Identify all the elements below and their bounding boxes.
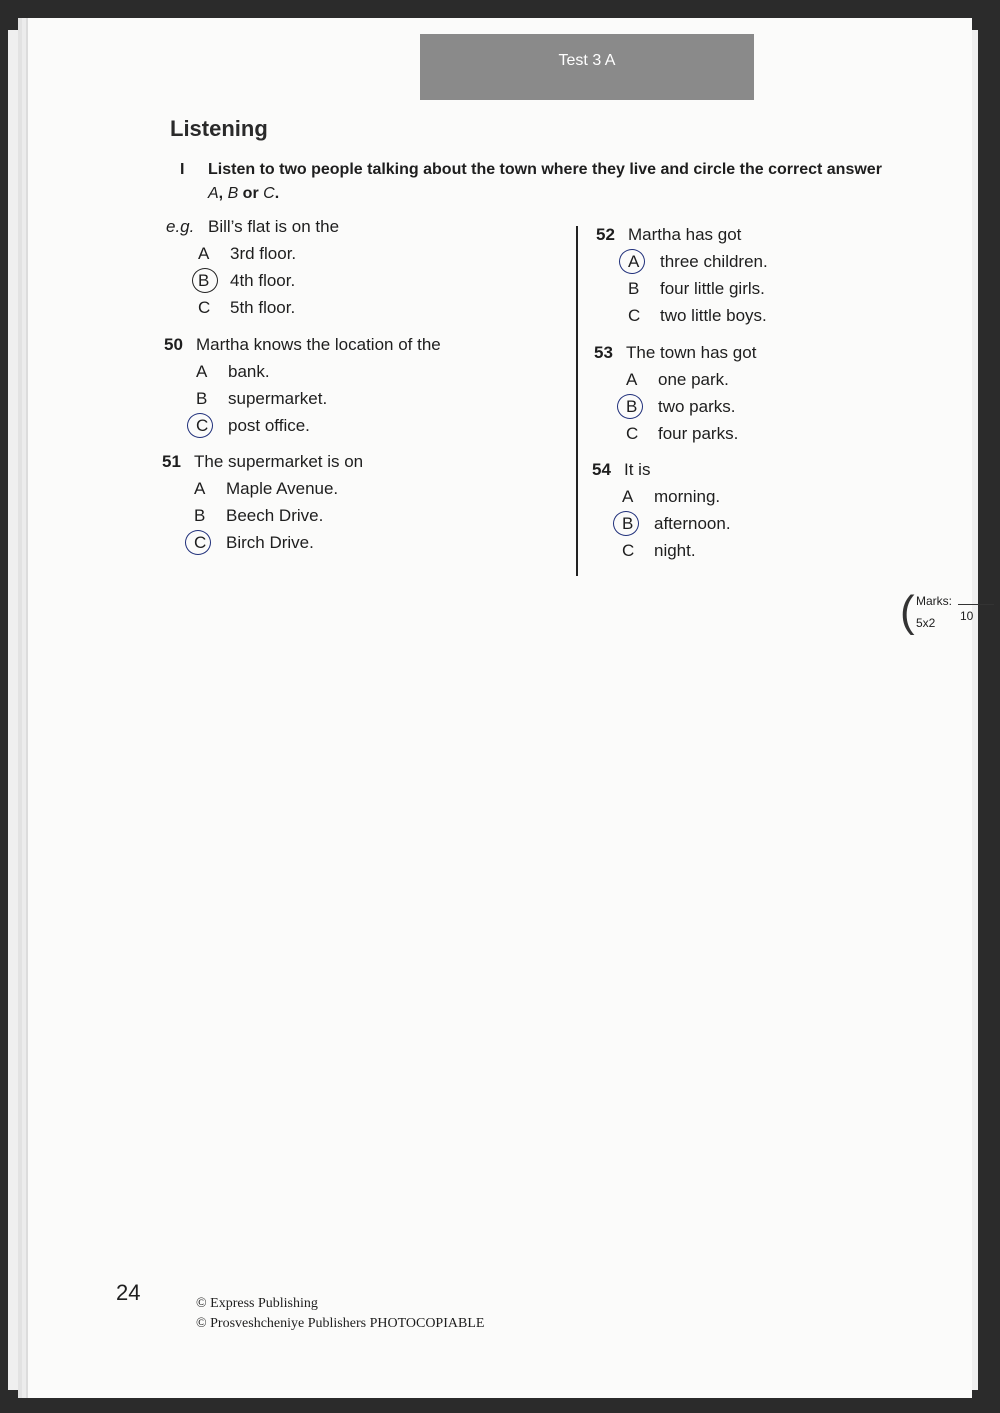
option-letter: B — [196, 389, 208, 408]
instruction-option-c: C — [263, 185, 275, 202]
option-letter: B — [194, 506, 206, 525]
footer-copyright — [196, 1294, 484, 1334]
option-b[interactable] — [596, 275, 768, 302]
option-text: post office. — [228, 416, 310, 435]
test-header-bar — [420, 34, 754, 100]
section-title: Listening — [170, 116, 268, 141]
answer-circle — [619, 249, 645, 274]
option-c[interactable] — [594, 420, 756, 447]
question-stem: The supermarket is on — [194, 452, 364, 471]
instruction-option-b: B — [227, 185, 239, 202]
footer-line-2: © Prosveshcheniye Publishers PHOTOCOPIABLE — [196, 1316, 485, 1331]
question-number: e.g. — [166, 217, 195, 236]
option-letter: B — [622, 510, 654, 537]
marks-box — [900, 587, 998, 638]
option-letter: C — [196, 412, 228, 439]
option-letter: A — [198, 244, 210, 263]
option-text: bank. — [228, 362, 270, 381]
instruction-number: I — [180, 161, 185, 178]
option-b[interactable] — [166, 267, 339, 294]
answer-circle — [617, 394, 643, 419]
option-b[interactable] — [162, 502, 363, 529]
option-letter: A — [196, 362, 208, 381]
option-text: morning. — [654, 487, 721, 506]
marks-max: 10 — [960, 609, 974, 623]
instruction-sep-2: or — [238, 185, 264, 202]
option-letter: C — [622, 541, 635, 560]
instruction-sep-1: , — [218, 185, 228, 202]
option-letter: A — [194, 479, 206, 498]
marks-bracket: ( — [900, 587, 915, 636]
marks-label: Marks: — [916, 594, 952, 608]
option-letter: A — [628, 248, 660, 275]
option-text: Maple Avenue. — [226, 479, 339, 498]
option-text: two little boys. — [660, 306, 767, 325]
answer-circle — [185, 530, 211, 555]
question-stem: Martha has got — [628, 225, 742, 244]
option-text: 5th floor. — [230, 298, 296, 317]
option-b[interactable] — [164, 385, 441, 412]
question-stem: The town has got — [626, 343, 757, 362]
option-text: 3rd floor. — [230, 244, 297, 263]
answer-circle — [192, 268, 218, 293]
question-number: 51 — [162, 452, 181, 471]
option-text: four parks. — [658, 424, 739, 443]
option-letter: A — [622, 487, 634, 506]
option-letter: C — [628, 306, 641, 325]
option-a[interactable] — [592, 483, 731, 510]
marks-fraction-line — [958, 604, 994, 605]
option-letter: B — [198, 267, 230, 294]
option-b[interactable] — [592, 510, 731, 537]
marks-formula: 5x2 — [916, 616, 936, 630]
option-text: three children. — [660, 252, 768, 271]
option-text: two parks. — [658, 397, 736, 416]
option-c[interactable] — [162, 529, 363, 556]
option-text: afternoon. — [654, 514, 731, 533]
option-c[interactable] — [592, 537, 731, 564]
option-text: Beech Drive. — [226, 506, 324, 525]
option-letter: C — [198, 298, 211, 317]
option-letter: C — [194, 529, 226, 556]
option-c[interactable] — [164, 412, 441, 439]
option-text: 4th floor. — [230, 271, 296, 290]
option-letter: C — [626, 424, 639, 443]
option-a[interactable] — [166, 240, 339, 267]
question-number: 50 — [164, 335, 183, 354]
option-text: one park. — [658, 370, 729, 389]
instruction-end: . — [274, 185, 280, 202]
option-letter: A — [626, 370, 638, 389]
instruction — [180, 158, 950, 206]
option-a[interactable] — [594, 366, 756, 393]
question-53 — [594, 339, 756, 447]
option-letter: B — [626, 393, 658, 420]
question-54 — [592, 456, 731, 564]
option-text: four little girls. — [660, 279, 765, 298]
page-number: 24 — [116, 1280, 141, 1305]
instruction-option-a: A — [208, 185, 219, 202]
answer-circle — [187, 413, 213, 438]
footer-line-1: © Express Publishing — [196, 1296, 318, 1311]
question-number: 52 — [596, 225, 615, 244]
question-50 — [164, 331, 441, 439]
option-b[interactable] — [594, 393, 756, 420]
question-51 — [162, 448, 363, 556]
question-52 — [596, 221, 768, 329]
question-stem: Bill’s flat is on the — [208, 217, 340, 236]
option-a[interactable] — [596, 248, 768, 275]
option-text: supermarket. — [228, 389, 328, 408]
question-stem: Martha knows the location of the — [196, 335, 441, 354]
option-a[interactable] — [164, 358, 441, 385]
question-number: 53 — [594, 343, 613, 362]
option-text: Birch Drive. — [226, 533, 314, 552]
column-divider — [576, 226, 578, 576]
option-a[interactable] — [162, 475, 363, 502]
question-example — [166, 213, 339, 321]
instruction-text: Listen to two people talking about the town where they live and circle the correct answer — [208, 161, 882, 178]
option-letter: B — [628, 279, 640, 298]
option-c[interactable] — [596, 302, 768, 329]
option-c[interactable] — [166, 294, 339, 321]
option-text: night. — [654, 541, 696, 560]
answer-circle — [613, 511, 639, 536]
test-title: Test 3 A — [558, 52, 616, 69]
question-number: 54 — [592, 460, 611, 479]
question-stem: It is — [624, 460, 651, 479]
